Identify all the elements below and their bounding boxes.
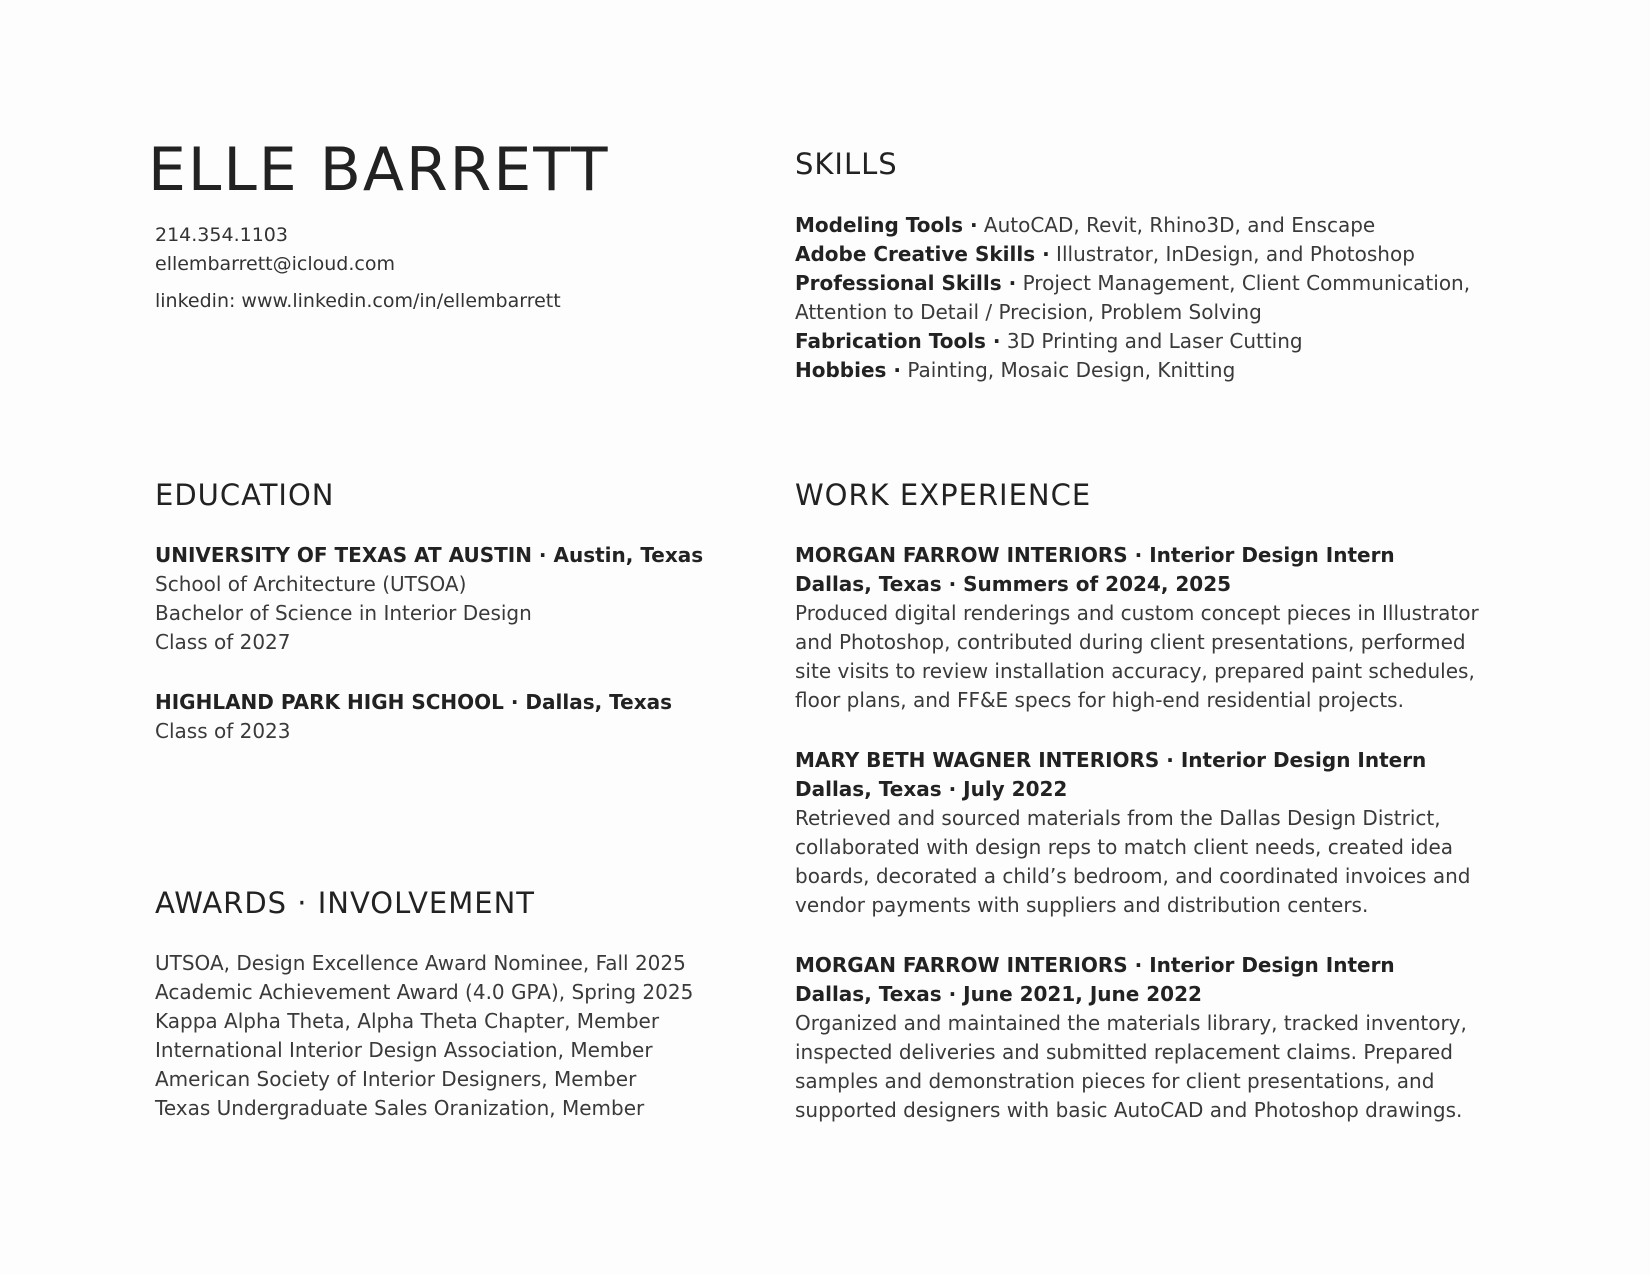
skill-item [795,240,1470,269]
work-subtitle: Dallas, Texas · June 2021, June 2022 [795,982,1202,1006]
work-subtitle: Dallas, Texas · Summers of 2024, 2025 [795,572,1232,596]
skill-item [795,211,1470,240]
skill-item [795,327,1470,356]
resume-name: ELLE BARRETT [148,135,610,205]
work-line: Produced digital renderings and custom concept pieces in Illustrator [795,601,1479,625]
work-entry [795,951,1467,1125]
skill-item [795,356,1470,385]
award-item: Kappa Alpha Theta, Alpha Theta Chapter, Member [155,1009,660,1033]
work-line: Organized and maintained the materials library, tracked inventory, [795,1011,1467,1035]
skill-label: Professional Skills · [795,271,1017,295]
work-subtitle: Dallas, Texas · July 2022 [795,777,1068,801]
education-title: UNIVERSITY OF TEXAS AT AUSTIN · Austin, Texas [155,543,704,567]
education-title: HIGHLAND PARK HIGH SCHOOL · Dallas, Texas [155,690,673,714]
award-item: Academic Achievement Award (4.0 GPA), Spring 2025 [155,980,694,1004]
education-line: School of Architecture (UTSOA) [155,572,467,596]
skill-text: Project Management, Client Communication, [1016,271,1471,295]
award-item: American Society of Interior Designers, Member [155,1067,637,1091]
skill-text: 3D Printing and Laser Cutting [1000,329,1303,353]
work-line: site visits to review installation accuracy, prepared paint schedules, [795,659,1475,683]
work-title: MARY BETH WAGNER INTERIORS · Interior Design Intern [795,748,1427,772]
work-line: Retrieved and sourced materials from the Dallas Design District, [795,806,1441,830]
education-line: Bachelor of Science in Interior Design [155,601,532,625]
skills-list [795,211,1470,385]
work-line: and Photoshop, contributed during client presentations, performed [795,630,1466,654]
work-line: vendor payments with suppliers and distribution centers. [795,893,1369,917]
skill-text: Painting, Mosaic Design, Knitting [901,358,1236,382]
contact-phone: 214.354.1103 [155,224,288,246]
education-entry [155,688,672,746]
skill-label: Adobe Creative Skills · [795,242,1050,266]
education-entry [155,541,703,657]
awards-list [155,949,693,1123]
skill-item-continuation: Attention to Detail / Precision, Problem Solving [795,300,1262,324]
work-title: MORGAN FARROW INTERIORS · Interior Design Intern [795,543,1395,567]
work-line: samples and demonstration pieces for client presentations, and [795,1069,1435,1093]
contact-linkedin: linkedin: www.linkedin.com/in/ellembarrett [155,290,561,312]
skill-label: Modeling Tools · [795,213,978,237]
work-entry [795,541,1479,715]
skill-label: Hobbies · [795,358,901,382]
work-line: boards, decorated a child’s bedroom, and coordinated invoices and [795,864,1471,888]
skills-heading: SKILLS [795,147,898,181]
education-line: Class of 2023 [155,719,291,743]
award-item: International Interior Design Association, Member [155,1038,653,1062]
education-heading: EDUCATION [155,478,335,512]
awards-heading: AWARDS · INVOLVEMENT [155,886,536,920]
contact-email: ellembarrett@icloud.com [155,253,395,275]
work-line: supported designers with basic AutoCAD and Photoshop drawings. [795,1098,1463,1122]
work-entry [795,746,1470,920]
work-line: collaborated with design reps to match client needs, created idea [795,835,1454,859]
work-heading: WORK EXPERIENCE [795,478,1092,512]
work-line: floor plans, and FF&E specs for high-end residential projects. [795,688,1404,712]
education-line: Class of 2027 [155,630,291,654]
skill-item [795,269,1470,298]
award-item: Texas Undergraduate Sales Oranization, Member [155,1096,645,1120]
skill-text: Illustrator, InDesign, and Photoshop [1049,242,1415,266]
skill-text: AutoCAD, Revit, Rhino3D, and Enscape [977,213,1376,237]
work-title: MORGAN FARROW INTERIORS · Interior Design Intern [795,953,1395,977]
work-line: inspected deliveries and submitted replacement claims. Prepared [795,1040,1453,1064]
skill-label: Fabrication Tools · [795,329,1001,353]
award-item: UTSOA, Design Excellence Award Nominee, Fall 2025 [155,951,686,975]
